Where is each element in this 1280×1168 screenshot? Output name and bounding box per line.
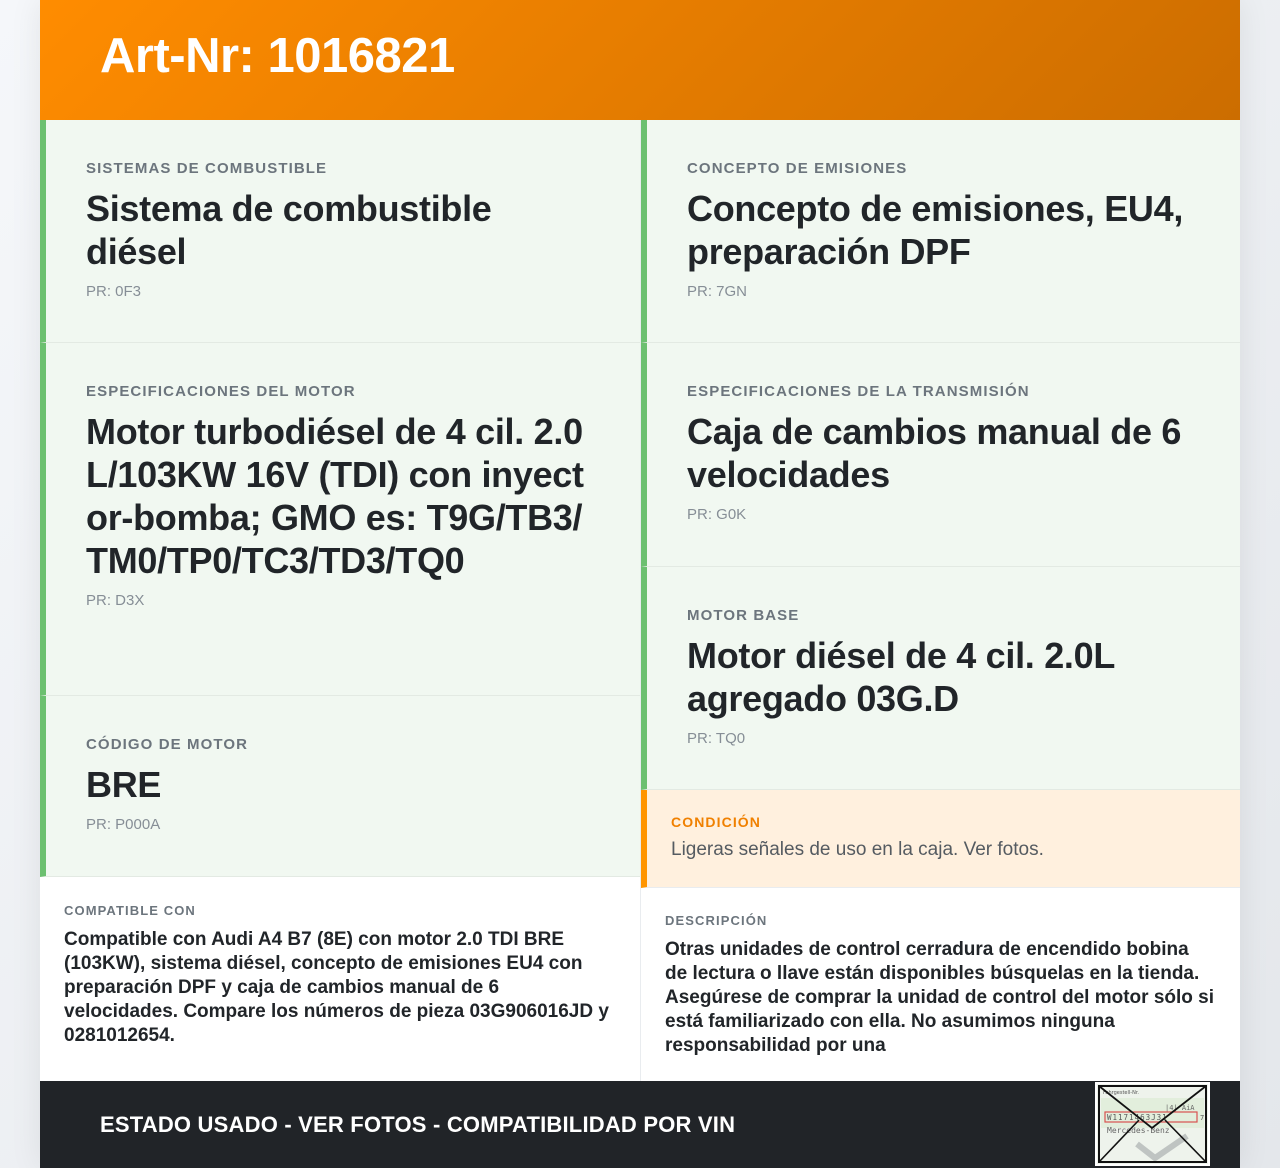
spec-label: CONCEPTO DE EMISIONES: [687, 160, 908, 177]
spec-value: Caja de cambios manual de 6 velocidades: [687, 411, 1182, 495]
spec-transmission: [641, 343, 1240, 567]
spec-label: MOTOR BASE: [687, 607, 800, 624]
spec-engine: [40, 343, 640, 696]
spec-fuel-system: [40, 120, 640, 343]
spec-emissions: [641, 120, 1240, 343]
spec-label: SISTEMAS DE COMBUSTIBLE: [86, 160, 328, 177]
svg-text:|4| AiA: |4| AiA: [1165, 1104, 1195, 1112]
spec-engine-code: [40, 696, 640, 877]
spec-pr-code: PR: TQ0: [687, 730, 746, 747]
spec-value: BRE: [86, 764, 162, 805]
spec-base-engine: [641, 567, 1240, 790]
product-card: [40, 0, 1240, 1168]
condition-text: Ligeras señales de uso en la caja. Ver fotos.: [671, 839, 1044, 860]
condition-notice: [641, 790, 1240, 888]
footer-bar: [40, 1081, 1240, 1168]
spec-value: Concepto de emisiones, EU4, preparación DPF: [687, 188, 1184, 272]
spec-pr-code: PR: 7GN: [687, 283, 748, 300]
compatible-text: Compatible con Audi A4 B7 (8E) con motor 2.0 TDI BRE (103KW), sistema diésel, concepto de emisiones EU4 con preparación DPF y caja de cambios manual de 6 velocidades. Compare los números de pieza 03G906016JD y 0281012654.: [64, 929, 609, 1046]
description-text: Otras unidades de control cerradura de encendido bobina de lectura o llave están disponibles búsquelas en la tienda. Asegúrese de comprar la unidad de control del motor sólo si está familiarizado con ella. No asumimos ninguna responsabilidad por una: [665, 939, 1215, 1056]
spec-pr-code: PR: G0K: [687, 506, 747, 523]
description-label: DESCRIPCIÓN: [665, 913, 768, 928]
spec-pr-code: PR: 0F3: [86, 283, 142, 300]
spec-pr-code: PR: P000A: [86, 816, 161, 833]
right-column: [640, 120, 1240, 1082]
vin-envelope-icon: [1095, 1082, 1210, 1166]
description-section: [641, 888, 1240, 1081]
compatible-label: COMPATIBLE CON: [64, 903, 196, 918]
left-column: [40, 120, 640, 1082]
header-banner: [40, 0, 1240, 120]
spec-pr-code: PR: D3X: [86, 592, 145, 609]
article-number-title: Art-Nr: 1016821: [100, 29, 455, 83]
condition-label: CONDICIÓN: [671, 814, 762, 830]
svg-text:Mercedes-Benz: Mercedes-Benz: [1107, 1126, 1170, 1135]
spec-label: ESPECIFICACIONES DE LA TRANSMISIÓN: [687, 383, 1030, 400]
spec-grid: [40, 120, 1240, 1082]
svg-text:7: 7: [1200, 1114, 1205, 1122]
spec-label: CÓDIGO DE MOTOR: [86, 736, 249, 753]
spec-value: Motor diésel de 4 cil. 2.0L agregado 03G.D: [687, 635, 1115, 719]
footer-status-text: ESTADO USADO - VER FOTOS - COMPATIBILIDAD POR VIN: [100, 1111, 736, 1137]
compatible-section: [40, 877, 640, 1082]
spec-label: ESPECIFICACIONES DEL MOTOR: [86, 383, 356, 400]
svg-text:W1171463J31: W1171463J31: [1107, 1113, 1168, 1122]
spec-value: Sistema de combustible diésel: [86, 188, 492, 272]
svg-text:Fahrgestell-Nr.: Fahrgestell-Nr.: [1103, 1090, 1140, 1096]
spec-value: Motor turbodiésel de 4 cil. 2.0L/103KW 16V (TDI) con inyector-bomba; GMO es: T9G/TB3/TM0/TP0/TC3/TD3/TQ0: [86, 411, 584, 581]
